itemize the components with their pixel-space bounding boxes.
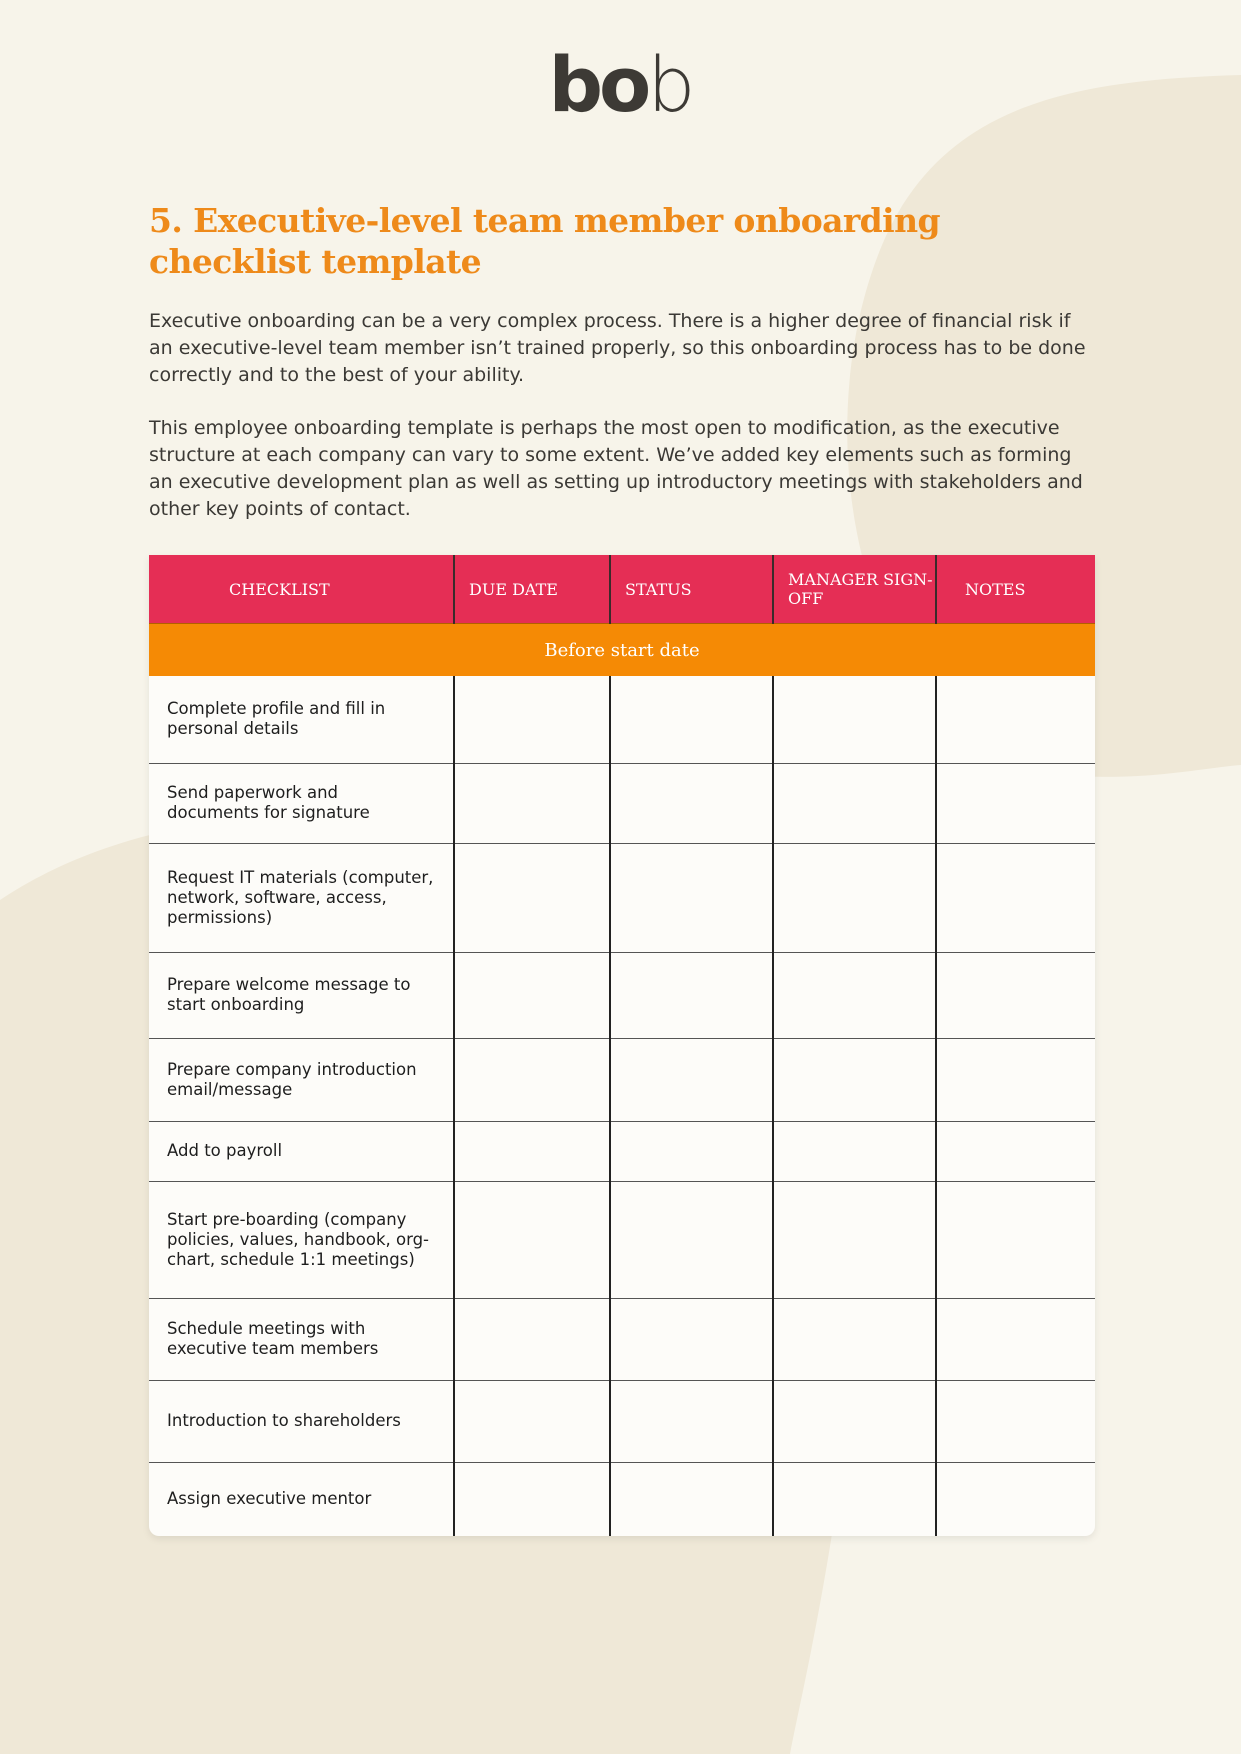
notes-cell[interactable] — [936, 763, 1095, 843]
status-cell[interactable] — [610, 676, 773, 763]
notes-cell[interactable] — [936, 676, 1095, 763]
onboarding-checklist-table — [149, 555, 1095, 1536]
checklist-item: Introduction to shareholders — [149, 1380, 454, 1462]
notes-cell[interactable] — [936, 1121, 1095, 1181]
table-row — [149, 1298, 1095, 1380]
page-title: 5. Executive-level team member onboarding checklist template — [149, 201, 940, 281]
manager-sign-off-cell[interactable] — [773, 1038, 936, 1121]
due-date-cell[interactable] — [454, 1298, 610, 1380]
manager-sign-off-cell[interactable] — [773, 952, 936, 1038]
checklist-item: Schedule meetings with executive team members — [149, 1298, 454, 1380]
status-cell[interactable] — [610, 1121, 773, 1181]
checklist-item: Prepare company introduction email/message — [149, 1038, 454, 1121]
checklist-item: Request IT materials (computer, network, software, access, permissions) — [149, 843, 454, 952]
checklist-item: Complete profile and fill in personal details — [149, 676, 454, 763]
table-row — [149, 1181, 1095, 1298]
due-date-cell[interactable] — [454, 843, 610, 952]
notes-cell[interactable] — [936, 1181, 1095, 1298]
due-date-cell[interactable] — [454, 1121, 610, 1181]
notes-cell[interactable] — [936, 1038, 1095, 1121]
intro-paragraph-1: Executive onboarding can be a very complex process. There is a higher degree of financial risk if an executive-level team member isn’t trained properly, so this onboarding process has to be done correctly and to the best of your ability. — [149, 310, 1086, 386]
table-row — [149, 952, 1095, 1038]
header-notes: NOTES — [936, 555, 1095, 624]
notes-cell[interactable] — [936, 1298, 1095, 1380]
checklist-item: Prepare welcome message to start onboarding — [149, 952, 454, 1038]
checklist-item: Send paperwork and documents for signature — [149, 763, 454, 843]
header-manager-sign-off: MANAGER SIGN-OFF — [773, 555, 936, 624]
table-row — [149, 1038, 1095, 1121]
manager-sign-off-cell[interactable] — [773, 843, 936, 952]
header-due-date: DUE DATE — [454, 555, 610, 624]
due-date-cell[interactable] — [454, 763, 610, 843]
status-cell[interactable] — [610, 763, 773, 843]
bob-logo: bob — [548, 40, 692, 129]
table-row — [149, 1121, 1095, 1181]
manager-sign-off-cell[interactable] — [773, 763, 936, 843]
manager-sign-off-cell[interactable] — [773, 1181, 936, 1298]
manager-sign-off-cell[interactable] — [773, 1121, 936, 1181]
table-row — [149, 676, 1095, 763]
manager-sign-off-cell[interactable] — [773, 676, 936, 763]
manager-sign-off-cell[interactable] — [773, 1462, 936, 1536]
table-row — [149, 1380, 1095, 1462]
status-cell[interactable] — [610, 1462, 773, 1536]
due-date-cell[interactable] — [454, 1038, 610, 1121]
manager-sign-off-cell[interactable] — [773, 1298, 936, 1380]
manager-sign-off-cell[interactable] — [773, 1380, 936, 1462]
due-date-cell[interactable] — [454, 952, 610, 1038]
intro-paragraph-2: This employee onboarding template is perhaps the most open to modification, as the executive structure at each company can vary to some extent. We’ve added key elements such as forming an executive development plan as well as setting up introductory meetings with stakeholders and other key points of contact. — [149, 417, 1083, 520]
status-cell[interactable] — [610, 1380, 773, 1462]
status-cell[interactable] — [610, 1038, 773, 1121]
notes-cell[interactable] — [936, 1462, 1095, 1536]
table-row — [149, 763, 1095, 843]
status-cell[interactable] — [610, 952, 773, 1038]
notes-cell[interactable] — [936, 843, 1095, 952]
header-checklist: CHECKLIST — [149, 555, 454, 624]
notes-cell[interactable] — [936, 1380, 1095, 1462]
status-cell[interactable] — [610, 843, 773, 952]
checklist-item: Assign executive mentor — [149, 1462, 454, 1536]
table-row — [149, 843, 1095, 952]
section-row — [149, 624, 1095, 677]
due-date-cell[interactable] — [454, 1380, 610, 1462]
table-row — [149, 1462, 1095, 1536]
checklist-item: Start pre-boarding (company policies, values, handbook, org-chart, schedule 1:1 meetings) — [149, 1181, 454, 1298]
status-cell[interactable] — [610, 1298, 773, 1380]
due-date-cell[interactable] — [454, 676, 610, 763]
section-label: Before start date — [149, 624, 1095, 677]
table-header-row — [149, 555, 1095, 624]
notes-cell[interactable] — [936, 952, 1095, 1038]
header-status: STATUS — [610, 555, 773, 624]
due-date-cell[interactable] — [454, 1181, 610, 1298]
status-cell[interactable] — [610, 1181, 773, 1298]
due-date-cell[interactable] — [454, 1462, 610, 1536]
checklist-item: Add to payroll — [149, 1121, 454, 1181]
